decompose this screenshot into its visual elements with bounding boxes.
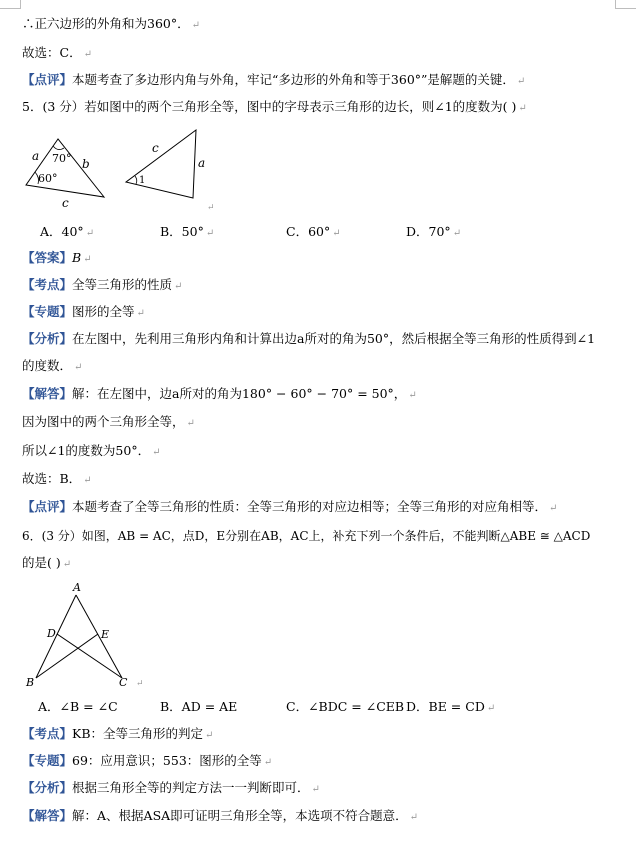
left-label-a: a [32,149,40,163]
solution-line: 【解答】解：在左图中，边a所对的角为180° − 60° − 70° = 50°， ↵ [22,386,417,401]
text-line: ∴正六边形的外角和为360°． ↵ [22,16,200,31]
option-d: D．BE = CD ↵ [406,699,496,714]
left-label-angle-60: 60° [38,172,58,185]
option-b: B．50° ↵ [160,224,215,239]
right-triangle [126,130,196,198]
question-5: 5．(3 分）若如图中的两个三角形全等，图中的字母表示三角形的边长，则∠1的度数为( ) ↵ [22,99,527,114]
right-label-1: 1 [139,175,146,186]
text-line: 故选：C． ↵ [22,45,92,60]
point-b-label: B [26,676,35,689]
comment-line: 【点评】本题考查了多边形内角与外角，牢记“多边形的外角和等于360°”是解题的关键． ↵ [22,72,526,87]
topic-line: 【专题】图形的全等 ↵ [22,304,145,319]
q6-figure [22,580,152,692]
side-ac [76,595,122,678]
page-corner-right [615,0,636,9]
analysis-line: 【分析】在左图中，先利用三角形内角和计算出边a所对的角为50°，然后根据全等三角形的性质得到∠1 [22,331,596,346]
right-label-c: c [152,141,159,155]
solution-line: 故选：B． ↵ [22,471,92,486]
left-label-c: c [62,196,69,210]
analysis-line-cont: 的度数． ↵ [22,358,83,373]
option-c: C．∠BDC = ∠CEB [286,699,405,714]
figure-return-mark: ↵ [207,203,215,213]
figure-return-mark: ↵ [136,679,144,689]
left-label-angle-70: 70° [52,152,72,165]
option-d: D．70° ↵ [406,224,462,239]
option-c: C．60° ↵ [286,224,341,239]
side-ab [36,595,76,678]
left-triangle [26,139,104,197]
page-corner-left [0,0,21,9]
answer-line: 【答案】B ↵ [22,250,92,265]
question-6: 6．(3 分）如图，AB = AC，点D，E分别在AB，AC上，补充下列一个条件后，不能判断△ABE ≅ △ACD [22,529,591,543]
point-d-label: D [47,627,56,640]
right-label-a: a [198,156,206,170]
angle-arc-1 [135,176,137,184]
knowledge-point-line: 【考点】全等三角形的性质 ↵ [22,277,183,292]
q5-figure [18,124,228,214]
point-a-label: A [73,581,81,594]
solution-line: 因为图中的两个三角形全等， ↵ [22,414,195,429]
angle-arc-70 [53,146,64,150]
left-label-b: b [82,157,90,171]
solution-line: 【解答】解：A、根据ASA即可证明三角形全等，本选项不符合题意． ↵ [22,808,419,823]
topic-line: 【专题】69：应用意识；553：图形的全等 ↵ [22,753,273,768]
option-b: B．AD = AE [160,699,238,714]
point-c-label: C [119,676,128,689]
point-e-label: E [101,628,110,641]
option-a: A．40° ↵ [40,224,95,239]
comment-line: 【点评】本题考查了全等三角形的性质：全等三角形的对应边相等；全等三角形的对应角相等． ↵ [22,499,558,514]
question-6-cont: 的是( ) ↵ [22,555,72,570]
option-a: A．∠B = ∠C [38,699,118,714]
analysis-line: 【分析】根据三角形全等的判定方法一一判断即可． ↵ [22,780,320,795]
knowledge-point-line: 【考点】KB：全等三角形的判定 ↵ [22,726,214,741]
solution-line: 所以∠1的度数为50°． ↵ [22,443,161,458]
